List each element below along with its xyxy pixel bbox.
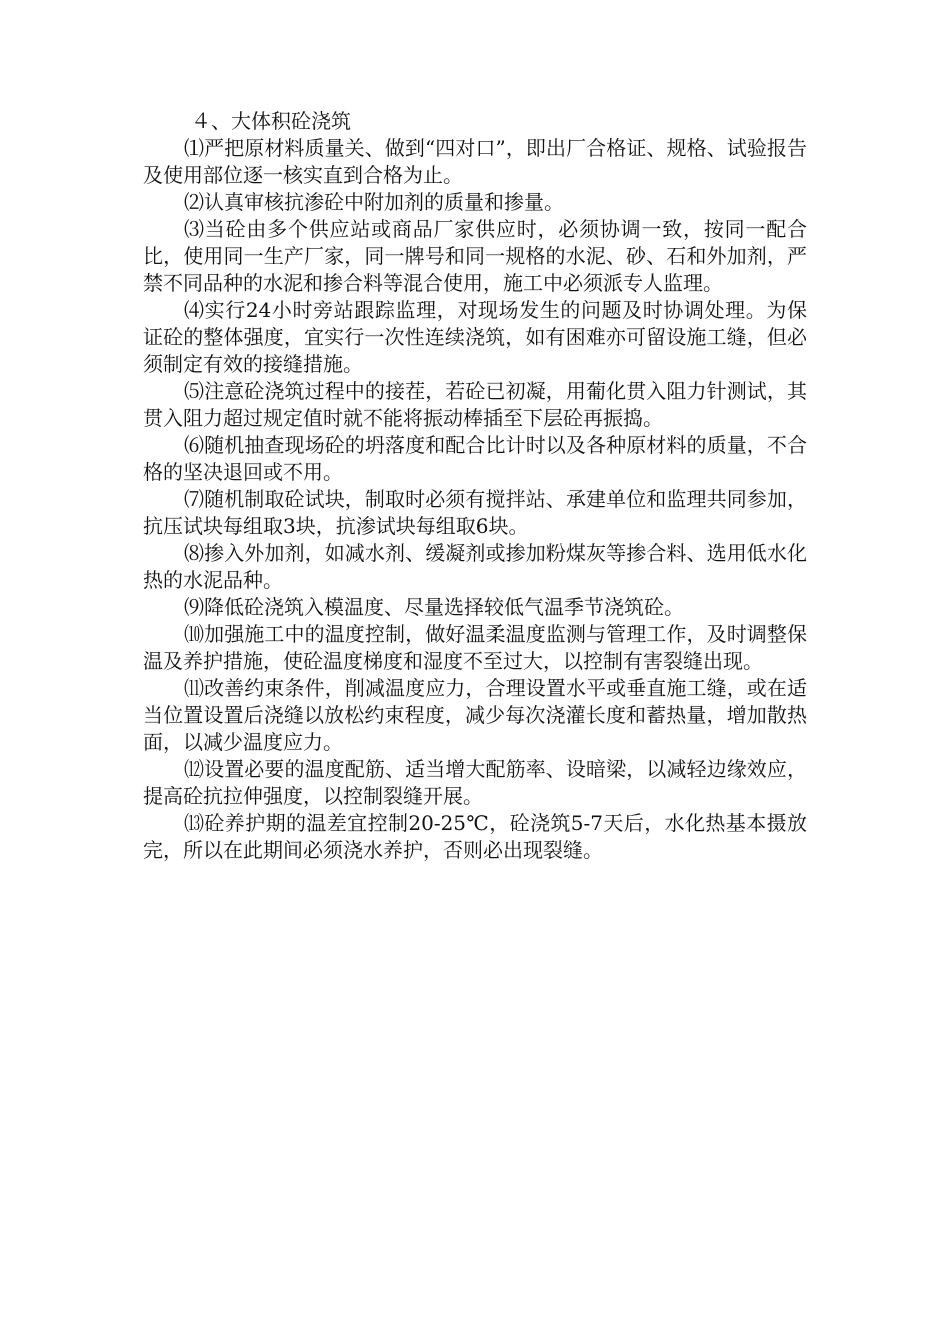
paragraph-5: ⑸注意砼浇筑过程中的接茬，若砼已初凝，用葡化贯入阻力针测试，其贯入阻力超过规定值时就不能将振动棒插至下层砼再振捣。 [143, 379, 807, 430]
paragraph-12: ⑿设置必要的温度配筋、适当增大配筋率、设暗梁，以减轻边缘效应，提高砼抗拉伸强度，以控制裂缝开展。 [143, 757, 807, 808]
paragraph-10: ⑽加强施工中的温度控制，做好温柔温度监测与管理工作，及时调整保温及养护措施，使砼温度梯度和湿度不至过大，以控制有害裂缝出现。 [143, 622, 807, 673]
paragraph-4: ⑷实行24小时旁站跟踪监理，对现场发生的问题及时协调处理。为保证砼的整体强度，宜实行一次性连续浇筑，如有困难亦可留设施工缝，但必须制定有效的接缝措施。 [143, 298, 807, 376]
paragraph-3: ⑶当砼由多个供应站或商品厂家供应时，必须协调一致，按同一配合比，使用同一生产厂家，同一牌号和同一规格的水泥、砂、石和外加剂，严禁不同品种的水泥和掺合料等混合使用，施工中必须派专人监理。 [143, 217, 807, 295]
paragraph-1: ⑴严把原材料质量关、做到“四对口”，即出厂合格证、规格、试验报告及使用部位逐一核实直到合格为止。 [143, 136, 807, 187]
paragraph-8: ⑻掺入外加剂，如减水剂、缓凝剂或掺加粉煤灰等掺合料、选用低水化热的水泥品种。 [143, 541, 807, 592]
document-body [143, 108, 807, 864]
section-heading: ４、大体积砼浇筑 [191, 109, 351, 133]
paragraph-11: ⑾改善约束条件，削减温度应力，合理设置水平或垂直施工缝，或在适当位置设置后浇缝以放松约束程度，减少每次浇灌长度和蓄热量，增加散热面，以减少温度应力。 [143, 676, 807, 754]
paragraph-9: ⑼降低砼浇筑入模温度、尽量选择较低气温季节浇筑砼。 [184, 595, 684, 619]
paragraph-2: ⑵认真审核抗渗砼中附加剂的质量和掺量。 [184, 190, 564, 214]
paragraph-6: ⑹随机抽查现场砼的坍落度和配合比计时以及各种原材料的质量，不合格的坚决退回或不用。 [143, 433, 807, 484]
paragraph-13: ⒀砼养护期的温差宜控制20-25℃，砼浇筑5-7天后，水化热基本摄放完，所以在此期间必须浇水养护，否则必出现裂缝。 [143, 811, 807, 862]
paragraph-7: ⑺随机制取砼试块，制取时必须有搅拌站、承建单位和监理共同参加，抗压试块每组取3块，抗渗试块每组取6块。 [143, 487, 807, 538]
